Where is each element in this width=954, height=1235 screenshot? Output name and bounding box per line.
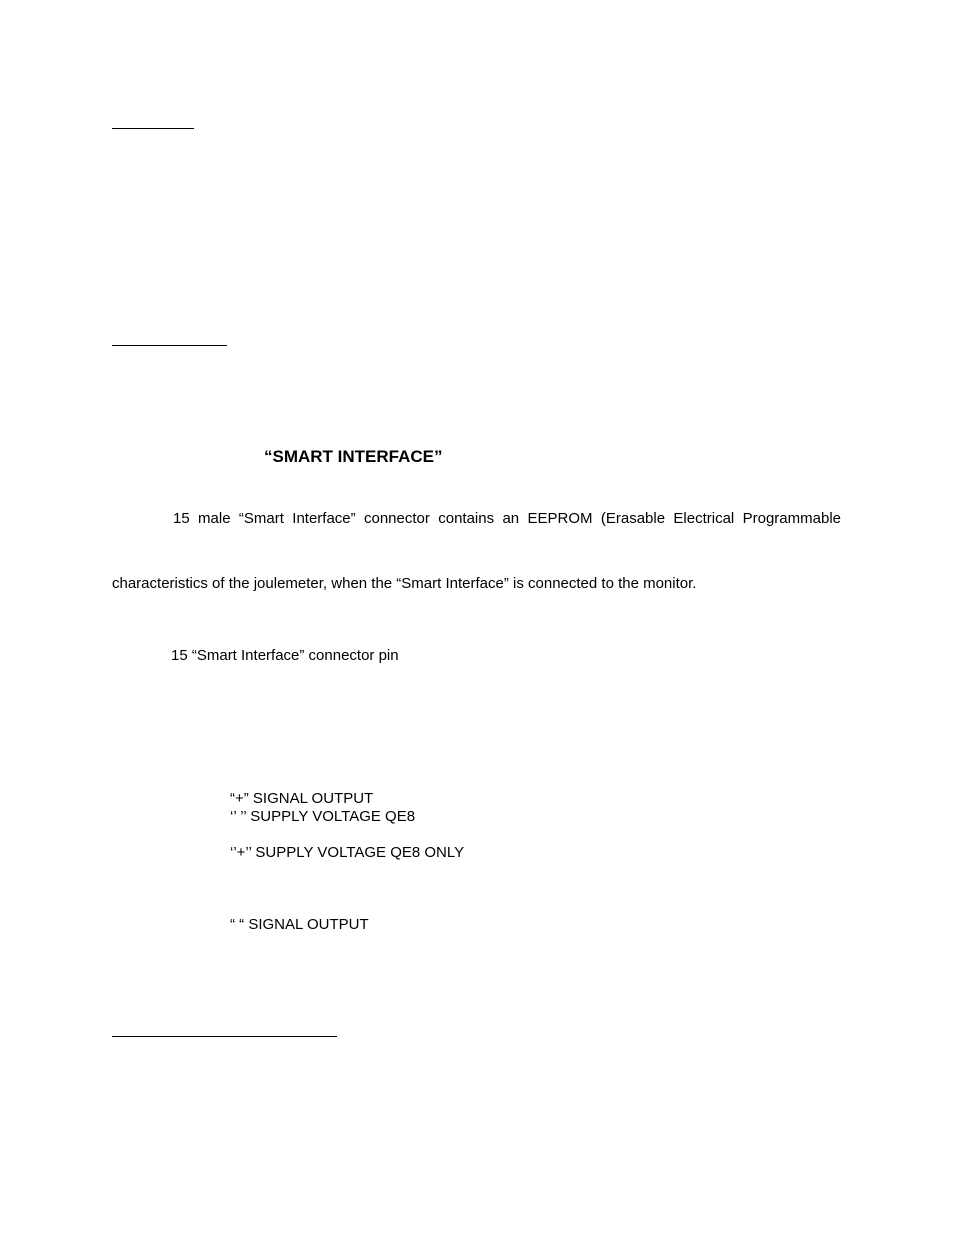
heading-underline-1 bbox=[112, 128, 194, 129]
heading-underline-2 bbox=[112, 345, 227, 346]
pin-caption: 15 “Smart Interface” connector pin bbox=[171, 647, 399, 664]
pin-row bbox=[230, 826, 630, 844]
paragraph-line-2: characteristics of the joulemeter, when the “Smart Interface” is connected to the monitor. bbox=[112, 575, 697, 592]
pin-row bbox=[230, 862, 630, 880]
section-heading: “SMART INTERFACE” bbox=[264, 447, 443, 466]
pin-row: “+” SIGNAL OUTPUT bbox=[230, 790, 374, 807]
pin-row bbox=[230, 880, 630, 898]
pin-assignment-list bbox=[230, 790, 630, 934]
pin-row bbox=[230, 898, 630, 916]
footnote-separator bbox=[112, 1036, 337, 1037]
pin-row: ‘’ ’’ SUPPLY VOLTAGE QE8 bbox=[230, 808, 416, 825]
pin-row: “ “ SIGNAL OUTPUT bbox=[230, 916, 369, 933]
pin-row: ‘’+’’ SUPPLY VOLTAGE QE8 ONLY bbox=[230, 844, 465, 861]
paragraph-line-1: 15 male “Smart Interface” connector contains an EEPROM (Erasable Electrical Programmable bbox=[173, 510, 841, 527]
